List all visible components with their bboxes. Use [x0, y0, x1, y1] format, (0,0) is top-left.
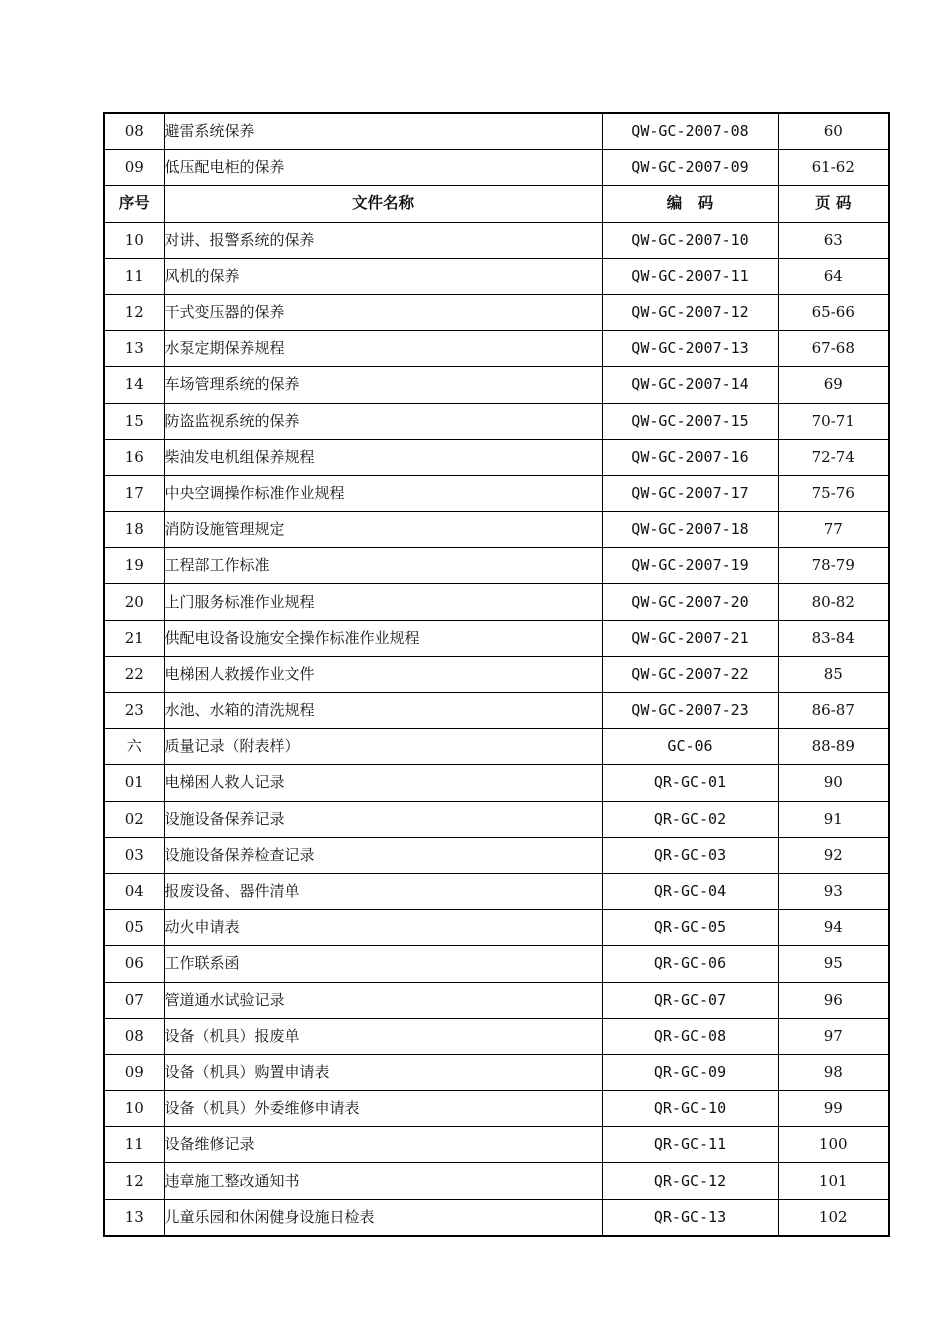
- cell-code: QR-GC-10: [602, 1091, 778, 1127]
- cell-page: 94: [778, 910, 889, 946]
- cell-name: 低压配电柜的保养: [164, 150, 602, 186]
- cell-code: QW-GC-2007-16: [602, 439, 778, 475]
- cell-page: 65-66: [778, 294, 889, 330]
- cell-name: 工程部工作标准: [164, 548, 602, 584]
- cell-page: 88-89: [778, 729, 889, 765]
- cell-code: QW-GC-2007-17: [602, 475, 778, 511]
- cell-name: 干式变压器的保养: [164, 294, 602, 330]
- table-row: [104, 1091, 889, 1127]
- table-row: [104, 693, 889, 729]
- cell-code: GC-06: [602, 729, 778, 765]
- cell-name: 避雷系统保养: [164, 113, 602, 150]
- cell-code: QR-GC-13: [602, 1199, 778, 1236]
- cell-page: 83-84: [778, 620, 889, 656]
- cell-name: 管道通水试验记录: [164, 982, 602, 1018]
- header-name: 文件名称: [164, 186, 602, 222]
- cell-page: 92: [778, 837, 889, 873]
- cell-name: 设备（机具）报废单: [164, 1018, 602, 1054]
- cell-name: 上门服务标准作业规程: [164, 584, 602, 620]
- cell-name: 水池、水箱的清洗规程: [164, 693, 602, 729]
- cell-name: 儿童乐园和休闲健身设施日检表: [164, 1199, 602, 1236]
- cell-code: QR-GC-03: [602, 837, 778, 873]
- cell-code: QW-GC-2007-22: [602, 656, 778, 692]
- cell-page: 101: [778, 1163, 889, 1199]
- table-body-pre: [104, 113, 889, 186]
- cell-name: 设备维修记录: [164, 1127, 602, 1163]
- table-row: [104, 1163, 889, 1199]
- table-row: [104, 873, 889, 909]
- cell-page: 75-76: [778, 475, 889, 511]
- cell-code: QW-GC-2007-10: [602, 222, 778, 258]
- cell-no: 12: [104, 1163, 164, 1199]
- cell-no: 09: [104, 150, 164, 186]
- cell-name: 设施设备保养检查记录: [164, 837, 602, 873]
- table-row: [104, 475, 889, 511]
- cell-code: QR-GC-06: [602, 946, 778, 982]
- table-row: [104, 801, 889, 837]
- cell-code: QW-GC-2007-08: [602, 113, 778, 150]
- table-row: [104, 512, 889, 548]
- cell-no: 03: [104, 837, 164, 873]
- cell-no: 六: [104, 729, 164, 765]
- table-row: [104, 656, 889, 692]
- cell-code: QR-GC-09: [602, 1054, 778, 1090]
- cell-name: 设备（机具）购置申请表: [164, 1054, 602, 1090]
- cell-page: 72-74: [778, 439, 889, 475]
- cell-no: 09: [104, 1054, 164, 1090]
- cell-page: 63: [778, 222, 889, 258]
- cell-page: 86-87: [778, 693, 889, 729]
- cell-name: 设施设备保养记录: [164, 801, 602, 837]
- cell-name: 电梯困人救人记录: [164, 765, 602, 801]
- cell-no: 11: [104, 1127, 164, 1163]
- cell-no: 06: [104, 946, 164, 982]
- cell-no: 13: [104, 1199, 164, 1236]
- cell-name: 风机的保养: [164, 258, 602, 294]
- cell-no: 02: [104, 801, 164, 837]
- table-row: [104, 584, 889, 620]
- cell-page: 67-68: [778, 331, 889, 367]
- cell-page: 96: [778, 982, 889, 1018]
- cell-code: QR-GC-11: [602, 1127, 778, 1163]
- cell-page: 60: [778, 113, 889, 150]
- table-row: [104, 910, 889, 946]
- cell-no: 10: [104, 1091, 164, 1127]
- cell-page: 69: [778, 367, 889, 403]
- cell-no: 18: [104, 512, 164, 548]
- cell-code: QW-GC-2007-19: [602, 548, 778, 584]
- table-row: [104, 367, 889, 403]
- cell-no: 07: [104, 982, 164, 1018]
- table-row: [104, 331, 889, 367]
- cell-no: 08: [104, 113, 164, 150]
- table-row: [104, 258, 889, 294]
- table-body-main: [104, 222, 889, 1236]
- table-row: [104, 113, 889, 150]
- cell-page: 102: [778, 1199, 889, 1236]
- cell-code: QW-GC-2007-11: [602, 258, 778, 294]
- table-row: [104, 1127, 889, 1163]
- cell-name: 防盗监视系统的保养: [164, 403, 602, 439]
- cell-code: QW-GC-2007-23: [602, 693, 778, 729]
- cell-no: 21: [104, 620, 164, 656]
- cell-code: QW-GC-2007-20: [602, 584, 778, 620]
- cell-page: 78-79: [778, 548, 889, 584]
- cell-no: 17: [104, 475, 164, 511]
- cell-name: 工作联系函: [164, 946, 602, 982]
- table-row: [104, 548, 889, 584]
- cell-no: 15: [104, 403, 164, 439]
- cell-page: 100: [778, 1127, 889, 1163]
- cell-name: 电梯困人救援作业文件: [164, 656, 602, 692]
- cell-code: QW-GC-2007-18: [602, 512, 778, 548]
- cell-page: 98: [778, 1054, 889, 1090]
- cell-name: 设备（机具）外委维修申请表: [164, 1091, 602, 1127]
- cell-code: QR-GC-02: [602, 801, 778, 837]
- table-header-row: [104, 186, 889, 222]
- cell-page: 93: [778, 873, 889, 909]
- table-row: [104, 765, 889, 801]
- cell-name: 对讲、报警系统的保养: [164, 222, 602, 258]
- cell-no: 01: [104, 765, 164, 801]
- cell-page: 97: [778, 1018, 889, 1054]
- cell-page: 91: [778, 801, 889, 837]
- cell-code: QW-GC-2007-12: [602, 294, 778, 330]
- cell-page: 90: [778, 765, 889, 801]
- cell-page: 64: [778, 258, 889, 294]
- cell-page: 85: [778, 656, 889, 692]
- table-row: [104, 439, 889, 475]
- header-code: 编 码: [602, 186, 778, 222]
- table-row: [104, 1018, 889, 1054]
- cell-no: 12: [104, 294, 164, 330]
- cell-code: QW-GC-2007-14: [602, 367, 778, 403]
- cell-name: 违章施工整改通知书: [164, 1163, 602, 1199]
- cell-code: QR-GC-04: [602, 873, 778, 909]
- table-row: [104, 1199, 889, 1236]
- cell-code: QR-GC-07: [602, 982, 778, 1018]
- header-page: 页 码: [778, 186, 889, 222]
- cell-no: 05: [104, 910, 164, 946]
- table-row: [104, 837, 889, 873]
- table-row: [104, 222, 889, 258]
- cell-no: 13: [104, 331, 164, 367]
- table-row: [104, 729, 889, 765]
- cell-no: 16: [104, 439, 164, 475]
- cell-no: 22: [104, 656, 164, 692]
- cell-name: 动火申请表: [164, 910, 602, 946]
- cell-no: 10: [104, 222, 164, 258]
- cell-code: QR-GC-05: [602, 910, 778, 946]
- cell-no: 20: [104, 584, 164, 620]
- cell-no: 04: [104, 873, 164, 909]
- cell-name: 车场管理系统的保养: [164, 367, 602, 403]
- cell-page: 77: [778, 512, 889, 548]
- cell-name: 中央空调操作标准作业规程: [164, 475, 602, 511]
- table-header-section: [104, 186, 889, 222]
- cell-no: 14: [104, 367, 164, 403]
- cell-page: 70-71: [778, 403, 889, 439]
- cell-code: QW-GC-2007-09: [602, 150, 778, 186]
- table-row: [104, 403, 889, 439]
- cell-no: 11: [104, 258, 164, 294]
- cell-name: 水泵定期保养规程: [164, 331, 602, 367]
- cell-name: 消防设施管理规定: [164, 512, 602, 548]
- cell-no: 19: [104, 548, 164, 584]
- cell-name: 柴油发电机组保养规程: [164, 439, 602, 475]
- table-row: [104, 982, 889, 1018]
- cell-name: 质量记录（附表样）: [164, 729, 602, 765]
- cell-code: QW-GC-2007-21: [602, 620, 778, 656]
- cell-page: 61-62: [778, 150, 889, 186]
- table-row: [104, 1054, 889, 1090]
- document-index-table: [103, 112, 890, 1237]
- cell-code: QR-GC-01: [602, 765, 778, 801]
- cell-page: 95: [778, 946, 889, 982]
- cell-no: 08: [104, 1018, 164, 1054]
- header-no: 序号: [104, 186, 164, 222]
- cell-code: QR-GC-08: [602, 1018, 778, 1054]
- cell-code: QW-GC-2007-15: [602, 403, 778, 439]
- cell-code: QW-GC-2007-13: [602, 331, 778, 367]
- table-row: [104, 294, 889, 330]
- cell-name: 供配电设备设施安全操作标准作业规程: [164, 620, 602, 656]
- cell-code: QR-GC-12: [602, 1163, 778, 1199]
- cell-no: 23: [104, 693, 164, 729]
- table-row: [104, 946, 889, 982]
- cell-page: 80-82: [778, 584, 889, 620]
- cell-page: 99: [778, 1091, 889, 1127]
- cell-name: 报废设备、器件清单: [164, 873, 602, 909]
- table-row: [104, 620, 889, 656]
- table-row: [104, 150, 889, 186]
